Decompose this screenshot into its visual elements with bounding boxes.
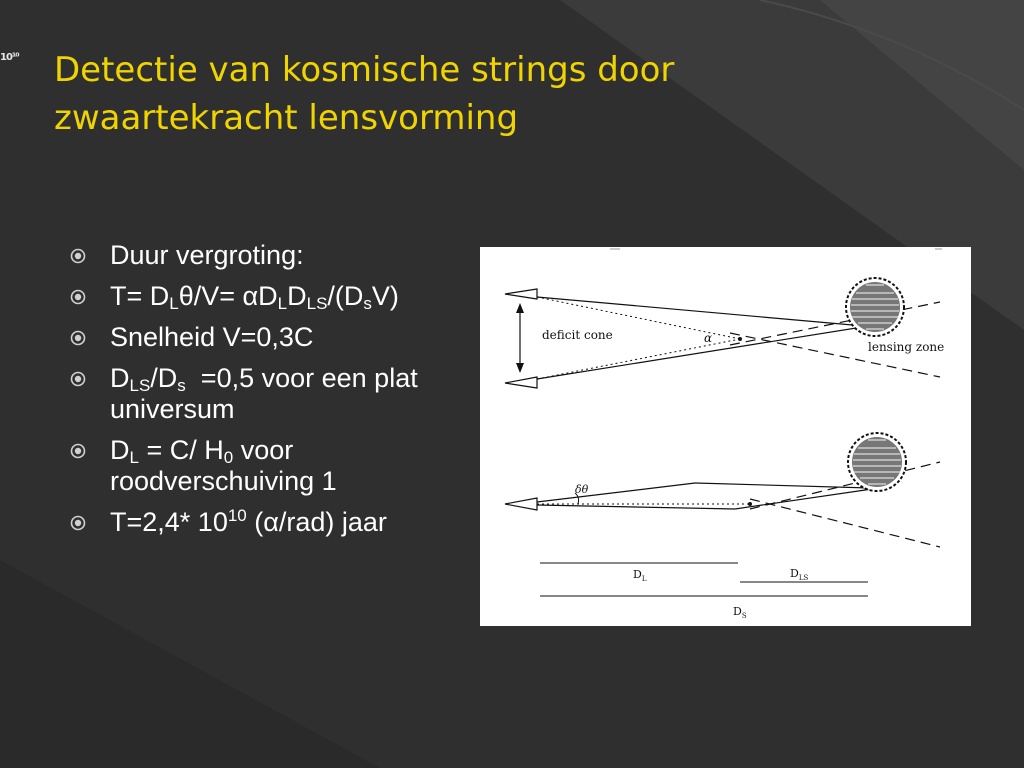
bullet-circle-icon — [70, 248, 86, 264]
bullet-text: (α/rad) jaar — [246, 507, 387, 537]
bullet-item-2 — [70, 281, 460, 312]
deficit-cone-arrow — [516, 303, 524, 373]
subscript: LS — [306, 294, 328, 313]
bullet-list — [70, 240, 460, 548]
bullet-text: T=2,4* 10 — [110, 507, 228, 537]
string-point — [748, 502, 752, 506]
bullet-text: D — [287, 281, 307, 311]
bullet-text: /(D — [327, 281, 364, 311]
dashed-ray — [750, 499, 940, 547]
bullet-text: T= D — [110, 281, 170, 311]
title-line-2: zwaartekracht lensvorming — [54, 98, 519, 138]
observer-bottom-icon — [505, 498, 537, 510]
observer-top-icon — [505, 289, 537, 388]
superscript: 10 — [227, 506, 247, 525]
ray-line — [735, 489, 872, 509]
bullet-text: =0,5 voor een plat universum — [110, 363, 426, 424]
subscript: 0 — [223, 448, 234, 467]
lensing-diagram — [480, 247, 971, 626]
bullet-text: D — [110, 435, 130, 465]
deficit-cone-label: deficit cone — [542, 328, 613, 342]
bullet-circle-icon — [70, 443, 86, 459]
galaxy-bottom-icon — [848, 433, 906, 491]
subscript: LS — [129, 376, 151, 395]
bullet-circle-icon — [70, 371, 86, 387]
bullet-item-6 — [70, 507, 460, 538]
ray-line — [537, 505, 735, 509]
subscript: L — [277, 294, 288, 313]
bullet-text: D — [110, 363, 130, 393]
bullet-text: V) — [371, 281, 399, 311]
bullet-item-3 — [70, 322, 460, 353]
subscript: s — [177, 376, 186, 395]
subscript: L — [169, 294, 179, 313]
bullet-text: Snelheid V=0,3C — [110, 322, 314, 352]
lensing-diagram-svg — [480, 247, 971, 626]
galaxy-top-icon — [846, 278, 904, 336]
title-line-1: Detectie van kosmische strings door — [54, 50, 675, 90]
corner-mark: 10¹⁰ — [0, 52, 19, 63]
string-point — [738, 337, 742, 341]
bullet-circle-icon — [70, 289, 86, 305]
bullet-item-1 — [70, 240, 460, 271]
ray-line — [537, 297, 875, 327]
subscript: s — [363, 294, 372, 313]
delta-theta-label: δθ — [575, 483, 589, 496]
dls-label: $D_{LS}$ — [790, 567, 809, 582]
slide-title — [54, 46, 954, 142]
bullet-text: Duur vergroting: — [110, 240, 304, 270]
bullet-text: = C/ H — [138, 435, 224, 465]
bullet-text: θ/V= αD — [178, 281, 278, 311]
subscript: L — [129, 448, 139, 467]
ds-label: $D_S$ — [733, 605, 747, 620]
bullet-item-4 — [70, 363, 460, 425]
bullet-text: /D — [150, 363, 178, 393]
alpha-label: α — [704, 331, 713, 345]
dl-label: $D_L$ — [633, 568, 647, 583]
bullet-text: voor roodverschuiving 1 — [110, 435, 337, 496]
bullet-circle-icon — [70, 330, 86, 346]
ray-line — [537, 483, 695, 502]
dotted-ray — [537, 339, 740, 379]
bullet-circle-icon — [70, 515, 86, 531]
lensing-zone-label: lensing zone — [868, 340, 945, 354]
bullet-item-5 — [70, 435, 460, 497]
